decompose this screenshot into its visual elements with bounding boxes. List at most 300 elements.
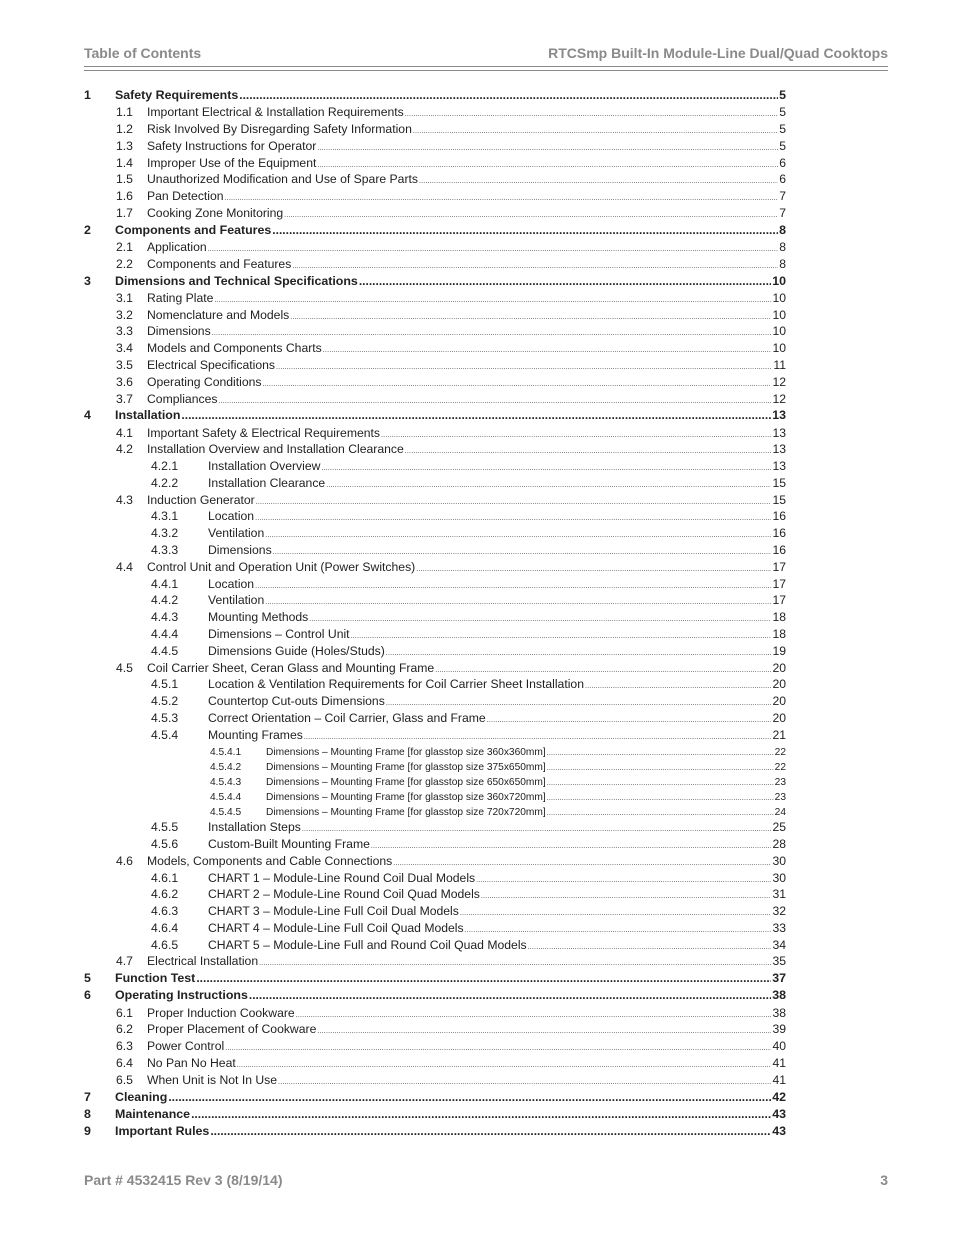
toc-entry-page: 43 xyxy=(772,1106,786,1121)
toc-leader-dots xyxy=(168,1090,771,1105)
toc-entry[interactable] xyxy=(84,139,786,156)
toc-entry-title: Location xyxy=(208,509,255,524)
toc-entry-title: Dimensions and Technical Specifications xyxy=(115,273,358,288)
toc-entry-number: 2.2 xyxy=(116,256,133,271)
toc-entry-number: 6.4 xyxy=(116,1056,133,1071)
toc-entry-number: 4.2.1 xyxy=(151,459,179,474)
toc-entry-title: Important Safety & Electrical Requirements xyxy=(147,425,381,440)
toc-entry-title: Countertop Cut-outs Dimensions xyxy=(208,694,385,709)
toc-entry-number: 4.5.5 xyxy=(151,820,179,835)
toc-leader-dots xyxy=(405,107,778,122)
toc-entry-page: 5 xyxy=(779,105,786,120)
toc-entry-title: CHART 3 – Module-Line Full Coil Dual Models xyxy=(208,904,459,919)
toc-leader-dots xyxy=(181,408,771,423)
toc-entry-number: 4.5.4.1 xyxy=(210,746,242,758)
toc-leader-dots xyxy=(290,310,771,325)
toc-entry[interactable] xyxy=(84,291,786,308)
toc-entry[interactable] xyxy=(84,476,786,493)
toc-entry-number: 4.5.1 xyxy=(151,677,179,692)
toc-entry[interactable] xyxy=(84,105,786,122)
toc-leader-dots xyxy=(272,223,778,238)
toc-entry-page: 10 xyxy=(772,307,786,322)
toc-entry-number: 4.3 xyxy=(116,492,133,507)
toc-entry-number: 1.6 xyxy=(116,189,133,204)
toc-entry-number: 1.1 xyxy=(116,105,133,120)
toc-leader-dots xyxy=(460,906,772,921)
toc-entry-title: Operating Conditions xyxy=(147,374,262,389)
toc-leader-dots xyxy=(273,545,772,560)
toc-entry-title: Unauthorized Modification and Use of Spare Parts xyxy=(147,172,418,187)
toc-entry[interactable] xyxy=(84,1124,786,1141)
toc-entry-number: 7 xyxy=(84,1089,91,1104)
header-section-title: Table of Contents xyxy=(84,45,202,61)
toc-entry-page: 34 xyxy=(772,937,786,952)
toc-entry[interactable] xyxy=(84,223,786,240)
toc-entry[interactable] xyxy=(84,156,786,173)
toc-leader-dots xyxy=(547,761,774,776)
toc-entry-page: 20 xyxy=(772,660,786,675)
toc-entry-number: 4.1 xyxy=(116,425,133,440)
toc-leader-dots xyxy=(265,528,771,543)
toc-leader-dots xyxy=(359,274,771,289)
table-of-contents xyxy=(84,88,786,1141)
toc-entry[interactable] xyxy=(84,122,786,139)
toc-leader-dots xyxy=(259,956,771,971)
toc-entry[interactable] xyxy=(84,189,786,206)
toc-entry-page: 38 xyxy=(772,988,786,1003)
toc-entry[interactable] xyxy=(84,1022,786,1039)
toc-entry[interactable] xyxy=(84,775,786,790)
toc-leader-dots xyxy=(547,791,774,806)
toc-entry-title: Dimensions xyxy=(208,543,272,558)
toc-leader-dots xyxy=(476,873,771,888)
toc-entry[interactable] xyxy=(84,341,786,358)
toc-entry-page: 16 xyxy=(772,509,786,524)
toc-leader-dots xyxy=(191,1107,771,1122)
toc-entry-title: Ventilation xyxy=(208,593,265,608)
toc-entry-number: 1.2 xyxy=(116,121,133,136)
toc-entry-title: Proper Placement of Cookware xyxy=(147,1022,317,1037)
toc-leader-dots xyxy=(317,158,778,173)
toc-entry[interactable] xyxy=(84,240,786,257)
toc-leader-dots xyxy=(208,242,779,257)
toc-entry[interactable] xyxy=(84,627,786,644)
toc-entry[interactable] xyxy=(84,526,786,543)
toc-entry[interactable] xyxy=(84,1039,786,1056)
toc-entry-title: Safety Requirements xyxy=(115,88,239,102)
toc-entry[interactable] xyxy=(84,509,786,526)
toc-entry-title: Cooking Zone Monitoring xyxy=(147,205,284,220)
toc-entry-page: 28 xyxy=(772,836,786,851)
toc-entry-page: 21 xyxy=(772,727,786,742)
toc-entry-title: Induction Generator xyxy=(147,492,255,507)
toc-leader-dots xyxy=(210,1124,771,1139)
toc-entry-title: Models, Components and Cable Connections xyxy=(147,853,393,868)
toc-entry-number: 8 xyxy=(84,1106,91,1121)
toc-entry[interactable] xyxy=(84,1073,786,1090)
toc-entry-page: 10 xyxy=(772,341,786,356)
header-document-title: RTCSmp Built-In Module-Line Dual/Quad Cooktops xyxy=(548,45,888,61)
toc-entry-page: 33 xyxy=(772,920,786,935)
toc-entry-title: Installation Overview and Installation Clearance xyxy=(147,442,404,457)
toc-entry-number: 4.6.1 xyxy=(151,870,179,885)
toc-entry[interactable] xyxy=(84,1056,786,1073)
page-footer xyxy=(84,1172,888,1190)
toc-entry-number: 4.4.1 xyxy=(151,576,179,591)
toc-leader-dots xyxy=(292,259,778,274)
toc-entry[interactable] xyxy=(84,88,786,105)
toc-entry-number: 6 xyxy=(84,988,91,1003)
toc-leader-dots xyxy=(371,839,772,854)
toc-entry-title: Operating Instructions xyxy=(115,988,248,1003)
toc-entry-page: 20 xyxy=(772,711,786,726)
toc-entry-title: Application xyxy=(147,239,207,254)
toc-entry-page: 12 xyxy=(772,391,786,406)
toc-entry-number: 4.5.4.4 xyxy=(210,791,242,803)
toc-entry-page: 7 xyxy=(779,189,786,204)
toc-leader-dots xyxy=(218,394,771,409)
toc-entry-title: Pan Detection xyxy=(147,189,224,204)
toc-entry[interactable] xyxy=(84,854,786,871)
toc-entry[interactable] xyxy=(84,206,786,223)
toc-entry-number: 6.1 xyxy=(116,1005,133,1020)
toc-entry[interactable] xyxy=(84,871,786,888)
toc-entry[interactable] xyxy=(84,694,786,711)
toc-entry-title: CHART 5 – Module-Line Full and Round Coil Quad Models xyxy=(208,937,527,952)
toc-entry-number: 4.5.4.2 xyxy=(210,761,242,773)
toc-leader-dots xyxy=(487,713,772,728)
toc-entry-number: 1.5 xyxy=(116,172,133,187)
toc-entry[interactable] xyxy=(84,921,786,938)
toc-entry-title: Mounting Frames xyxy=(208,727,303,742)
toc-leader-dots xyxy=(225,191,779,206)
toc-entry[interactable] xyxy=(84,661,786,678)
toc-entry-title: Power Control xyxy=(147,1039,225,1054)
toc-entry[interactable] xyxy=(84,308,786,325)
toc-entry-number: 3.2 xyxy=(116,307,133,322)
toc-entry[interactable] xyxy=(84,1107,786,1124)
toc-entry-page: 35 xyxy=(772,954,786,969)
toc-entry[interactable] xyxy=(84,172,786,189)
toc-entry[interactable] xyxy=(84,677,786,694)
toc-entry-number: 2 xyxy=(84,222,91,237)
toc-entry-page: 30 xyxy=(772,870,786,885)
toc-entry-title: Improper Use of the Equipment xyxy=(147,155,317,170)
toc-entry-title: Proper Induction Cookware xyxy=(147,1005,295,1020)
toc-entry-page: 22 xyxy=(774,761,786,773)
toc-entry-number: 3.7 xyxy=(116,391,133,406)
toc-leader-dots xyxy=(435,663,771,678)
toc-entry-page: 6 xyxy=(779,155,786,170)
toc-entry-page: 43 xyxy=(772,1124,786,1139)
toc-entry-title: When Unit is Not In Use xyxy=(147,1072,278,1087)
toc-entry-title: Coil Carrier Sheet, Ceran Glass and Mounting Frame xyxy=(147,660,435,675)
toc-entry-page: 38 xyxy=(772,1005,786,1020)
toc-leader-dots xyxy=(249,988,771,1003)
toc-entry-number: 1.7 xyxy=(116,205,133,220)
toc-entry-title: Cleaning xyxy=(115,1089,168,1104)
toc-entry-number: 4.3.3 xyxy=(151,543,179,558)
toc-entry-number: 4.5.4 xyxy=(151,727,179,742)
toc-entry-title: Electrical Specifications xyxy=(147,357,276,372)
toc-entry-number: 3.4 xyxy=(116,341,133,356)
toc-leader-dots xyxy=(255,579,771,594)
toc-leader-dots xyxy=(302,822,772,837)
toc-leader-dots xyxy=(225,1041,771,1056)
toc-entry-title: Dimensions – Mounting Frame [for glasstop size 360x720mm] xyxy=(266,791,546,803)
toc-entry[interactable] xyxy=(84,358,786,375)
toc-entry-title: Custom-Built Mounting Frame xyxy=(208,836,370,851)
toc-entry-title: Dimensions – Mounting Frame [for glasstop size 650x650mm] xyxy=(266,776,546,788)
toc-entry-number: 4.4.3 xyxy=(151,610,179,625)
header-rule-bottom xyxy=(84,70,888,71)
toc-leader-dots xyxy=(321,461,771,476)
toc-entry-number: 3.6 xyxy=(116,374,133,389)
toc-leader-dots xyxy=(547,806,774,821)
toc-entry[interactable] xyxy=(84,375,786,392)
toc-entry-title: Dimensions xyxy=(147,324,211,339)
toc-entry-title: Dimensions Guide (Holes/Studs) xyxy=(208,643,385,658)
toc-entry-page: 31 xyxy=(772,887,786,902)
toc-entry[interactable] xyxy=(84,644,786,661)
toc-entry-number: 4.6.4 xyxy=(151,920,179,935)
toc-entry-title: Control Unit and Operation Unit (Power Switches) xyxy=(147,559,416,574)
toc-entry-number: 6.3 xyxy=(116,1039,133,1054)
toc-entry-number: 1.3 xyxy=(116,138,133,153)
toc-entry-page: 11 xyxy=(773,357,786,372)
toc-entry-number: 5 xyxy=(84,971,91,986)
toc-leader-dots xyxy=(239,88,778,103)
toc-entry[interactable] xyxy=(84,887,786,904)
toc-entry-page: 37 xyxy=(772,971,786,986)
toc-entry[interactable] xyxy=(84,904,786,921)
toc-entry-page: 7 xyxy=(779,205,786,220)
toc-entry-title: Mounting Methods xyxy=(208,610,309,625)
toc-entry-page: 8 xyxy=(779,222,786,237)
toc-leader-dots xyxy=(393,856,771,871)
toc-entry[interactable] xyxy=(84,426,786,443)
toc-entry-page: 41 xyxy=(772,1056,786,1071)
toc-entry-page: 5 xyxy=(779,121,786,136)
toc-leader-dots xyxy=(256,495,772,510)
toc-entry-page: 19 xyxy=(772,643,786,658)
toc-entry[interactable] xyxy=(84,1090,786,1107)
toc-entry-page: 10 xyxy=(772,290,786,305)
toc-entry-number: 4.4.4 xyxy=(151,627,179,642)
toc-entry[interactable] xyxy=(84,820,786,837)
toc-entry-title: Risk Involved By Disregarding Safety Information xyxy=(147,121,412,136)
toc-entry[interactable] xyxy=(84,324,786,341)
toc-entry-number: 4.2 xyxy=(116,442,133,457)
toc-entry-number: 6.2 xyxy=(116,1022,133,1037)
toc-entry[interactable] xyxy=(84,442,786,459)
toc-leader-dots xyxy=(413,124,778,139)
toc-entry-number: 3 xyxy=(84,273,91,288)
toc-leader-dots xyxy=(326,478,771,493)
toc-entry[interactable] xyxy=(84,711,786,728)
toc-entry-title: Maintenance xyxy=(115,1106,191,1121)
toc-entry-page: 6 xyxy=(779,172,786,187)
footer-page-number: 3 xyxy=(880,1172,888,1188)
toc-entry-number: 4.2.2 xyxy=(151,475,179,490)
toc-leader-dots xyxy=(296,1008,772,1023)
toc-entry-title: Installation Overview xyxy=(208,459,321,474)
toc-entry-title: No Pan No Heat xyxy=(147,1056,236,1071)
toc-entry-title: Function Test xyxy=(115,971,196,986)
toc-entry[interactable] xyxy=(84,560,786,577)
toc-leader-dots xyxy=(351,629,772,644)
toc-entry-title: Rating Plate xyxy=(147,290,214,305)
toc-entry-title: CHART 2 – Module-Line Round Coil Quad Models xyxy=(208,887,480,902)
toc-entry[interactable] xyxy=(84,988,786,1005)
toc-entry[interactable] xyxy=(84,745,786,760)
toc-entry-page: 23 xyxy=(774,776,786,788)
toc-entry-number: 4.3.1 xyxy=(151,509,179,524)
toc-entry-page: 18 xyxy=(772,627,786,642)
toc-entry-page: 23 xyxy=(774,791,786,803)
toc-entry-page: 18 xyxy=(772,610,786,625)
toc-entry-number: 3.5 xyxy=(116,357,133,372)
toc-entry-page: 16 xyxy=(772,526,786,541)
toc-entry[interactable] xyxy=(84,493,786,510)
toc-entry-title: Dimensions – Mounting Frame [for glasstop size 360x360mm] xyxy=(266,746,546,758)
toc-entry[interactable] xyxy=(84,543,786,560)
toc-leader-dots xyxy=(255,511,771,526)
toc-leader-dots xyxy=(196,971,771,986)
toc-entry-page: 20 xyxy=(772,694,786,709)
toc-entry[interactable] xyxy=(84,593,786,610)
toc-entry-page: 13 xyxy=(772,442,786,457)
toc-entry-number: 3.3 xyxy=(116,324,133,339)
page-header xyxy=(84,45,888,65)
toc-leader-dots xyxy=(212,326,772,341)
toc-leader-dots xyxy=(263,377,772,392)
toc-entry[interactable] xyxy=(84,392,786,409)
toc-leader-dots xyxy=(317,141,778,156)
toc-entry-title: Installation Steps xyxy=(208,820,301,835)
toc-entry[interactable] xyxy=(84,790,786,805)
toc-entry-number: 4.6.3 xyxy=(151,904,179,919)
toc-leader-dots xyxy=(465,923,772,938)
toc-entry-title: Ventilation xyxy=(208,526,265,541)
toc-entry-title: Dimensions – Mounting Frame [for glasstop size 720x720mm] xyxy=(266,807,546,819)
toc-leader-dots xyxy=(304,730,772,745)
toc-entry-page: 13 xyxy=(772,459,786,474)
toc-entry-page: 13 xyxy=(772,425,786,440)
toc-entry[interactable] xyxy=(84,760,786,775)
toc-entry-number: 4.6 xyxy=(116,853,133,868)
toc-entry[interactable] xyxy=(84,805,786,820)
toc-entry-title: Important Electrical & Installation Requirements xyxy=(147,105,404,120)
toc-leader-dots xyxy=(317,1024,771,1039)
toc-entry-page: 15 xyxy=(772,492,786,507)
toc-entry[interactable] xyxy=(84,954,786,971)
toc-leader-dots xyxy=(419,174,778,189)
toc-leader-dots xyxy=(284,208,778,223)
toc-entry-page: 22 xyxy=(774,746,786,758)
toc-leader-dots xyxy=(547,746,774,761)
footer-part-number: Part # 4532415 Rev 3 (8/19/14) xyxy=(84,1172,283,1188)
toc-entry-number: 2.1 xyxy=(116,239,133,254)
toc-entry-title: Components and Features xyxy=(147,256,292,271)
toc-leader-dots xyxy=(323,343,772,358)
toc-entry-number: 6.5 xyxy=(116,1072,133,1087)
toc-leader-dots xyxy=(481,889,772,904)
toc-entry-title: CHART 4 – Module-Line Full Coil Quad Models xyxy=(208,920,464,935)
toc-entry-page: 30 xyxy=(772,853,786,868)
toc-entry-number: 3.1 xyxy=(116,290,133,305)
toc-entry-number: 4.5.2 xyxy=(151,694,179,709)
toc-entry-page: 13 xyxy=(772,408,786,423)
toc-entry-number: 1 xyxy=(84,88,91,102)
toc-entry[interactable] xyxy=(84,837,786,854)
toc-entry-page: 20 xyxy=(772,677,786,692)
toc-entry[interactable] xyxy=(84,971,786,988)
toc-entry-title: Components and Features xyxy=(115,222,272,237)
toc-entry-title: CHART 1 – Module-Line Round Coil Dual Models xyxy=(208,870,476,885)
toc-entry-number: 4 xyxy=(84,408,91,423)
toc-entry-page: 10 xyxy=(772,324,786,339)
toc-entry[interactable] xyxy=(84,408,786,425)
toc-entry-page: 15 xyxy=(772,475,786,490)
toc-entry-page: 17 xyxy=(772,593,786,608)
toc-entry-page: 39 xyxy=(772,1022,786,1037)
toc-entry[interactable] xyxy=(84,1006,786,1023)
toc-entry-number: 4.5.4.3 xyxy=(210,776,242,788)
toc-entry[interactable] xyxy=(84,257,786,274)
toc-entry-page: 17 xyxy=(772,576,786,591)
toc-entry-page: 8 xyxy=(779,239,786,254)
toc-entry[interactable] xyxy=(84,728,786,745)
toc-entry-number: 4.6.5 xyxy=(151,937,179,952)
toc-entry-title: Models and Components Charts xyxy=(147,341,322,356)
toc-entry-number: 4.4 xyxy=(116,559,133,574)
toc-entry-page: 42 xyxy=(772,1089,786,1104)
toc-entry-page: 16 xyxy=(772,543,786,558)
toc-entry-title: Dimensions – Control Unit xyxy=(208,627,350,642)
toc-entry-title: Installation xyxy=(115,408,181,423)
toc-leader-dots xyxy=(265,595,771,610)
toc-leader-dots xyxy=(237,1058,772,1073)
toc-entry-title: Safety Instructions for Operator xyxy=(147,138,317,153)
toc-entry-title: Location & Ventilation Requirements for Coil Carrier Sheet Installation xyxy=(208,677,584,692)
toc-leader-dots xyxy=(528,940,772,955)
toc-entry-page: 5 xyxy=(779,88,786,102)
toc-entry-number: 4.6.2 xyxy=(151,887,179,902)
toc-entry[interactable] xyxy=(84,459,786,476)
toc-leader-dots xyxy=(278,1075,771,1090)
toc-leader-dots xyxy=(405,444,772,459)
toc-entry-title: Compliances xyxy=(147,391,218,406)
toc-entry-title: Location xyxy=(208,576,255,591)
toc-leader-dots xyxy=(386,696,772,711)
toc-entry-number: 4.5.3 xyxy=(151,711,179,726)
toc-entry[interactable] xyxy=(84,610,786,627)
toc-entry-number: 4.5.6 xyxy=(151,836,179,851)
toc-entry-title: Important Rules xyxy=(115,1124,210,1139)
toc-entry-page: 32 xyxy=(772,904,786,919)
toc-entry-number: 4.4.5 xyxy=(151,643,179,658)
toc-entry-title: Correct Orientation – Coil Carrier, Glass and Frame xyxy=(208,711,486,726)
header-rule-top xyxy=(84,66,888,67)
toc-entry[interactable] xyxy=(84,577,786,594)
toc-entry[interactable] xyxy=(84,938,786,955)
toc-entry-number: 4.3.2 xyxy=(151,526,179,541)
toc-entry-title: Electrical Installation xyxy=(147,954,259,969)
toc-entry-page: 41 xyxy=(772,1072,786,1087)
toc-entry-title: Dimensions – Mounting Frame [for glasstop size 375x650mm] xyxy=(266,761,546,773)
toc-entry[interactable] xyxy=(84,274,786,291)
